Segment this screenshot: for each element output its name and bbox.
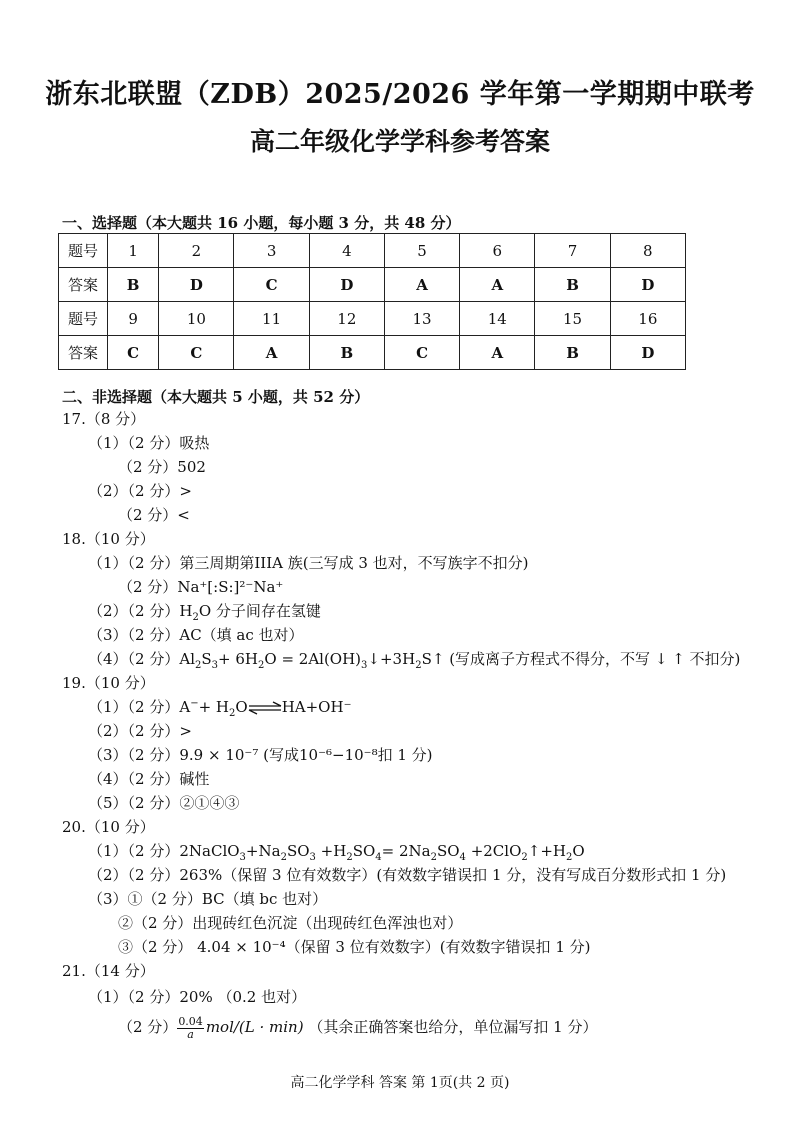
q19-answer-3 [88,745,433,765]
q18-answer-2-prefix: （2）（2 分） [88,602,180,620]
question-number: 6 [460,234,535,268]
section1-heading: 一、选择题（本大题共 16 小题，每小题 3 分，共 48 分） [62,214,461,232]
answer-cell: B [535,336,610,370]
row-label: 答案 [59,268,108,302]
q19-answer-1 [88,697,351,717]
page-subtitle: 高二年级化学学科参考答案 [249,127,550,156]
page-title: 浙东北联盟（ZDB）2025/2026 学年第一学期期中联考 [45,79,755,110]
q21-answer-1b-note: （其余正确答案也给分，单位漏写扣 1 分） [308,1018,598,1036]
q17-answer-1b: （2 分）502 [118,458,206,476]
q18-answer-1b [118,577,283,597]
answer-cell: C [384,336,459,370]
answer-cell: C [159,336,234,370]
page-footer: 高二化学学科 答案 第 1页(共 2 页) [290,1075,510,1091]
question-number: 16 [610,302,685,336]
na2s-electron-formula: Na⁺[:S:]²⁻Na⁺ [177,578,284,596]
redox-equation: $2NaClO_3+Na_2SO_3 +H_2SO_4= 2Na_2SO_4$ $+2ClO_2↑+H_2O$ [179,842,585,863]
table-row [59,234,686,268]
answer-cell: D [309,268,384,302]
answer-cell: B [535,268,610,302]
q21-answer-1b [118,1014,597,1041]
q17-title: 17.（8 分） [62,410,146,428]
q19-answer-3-prefix: （3）（2 分） [88,746,180,764]
question-number: 3 [234,234,309,268]
q17-answer-2: （2）（2 分）> [88,482,192,500]
rate-fraction [177,1016,204,1041]
q19-answer-5: （5）（2 分）②①④③ [88,794,240,812]
q18-answer-1b-prefix: （2 分） [118,578,178,596]
answer-cell: B [108,268,159,302]
answer-cell: D [610,268,685,302]
question-number: 9 [108,302,159,336]
q18-answer-4-note: (写成离子方程式不得分，不写 ↓ ↑ 不扣分) [449,650,741,668]
q20-answer-2: （2）（2 分）263%（保留 3 位有效数字）(有效数字错误扣 1 分，没有写成百分数形式扣 1 分) [88,866,727,884]
q21-answer-1: （1）（2 分）20% （0.2 也对） [88,988,307,1006]
q18-answer-1: （1）（2 分）第三周期第IIIA 族(三写成 3 也对，不写族字不扣分) [88,554,529,572]
q20-answer-1 [88,841,585,861]
section2-heading: 二、非选择题（本大题共 5 小题，共 52 分） [62,388,370,406]
q18-answer-2-text: 分子间存在氢键 [215,602,321,620]
q20-answer-3-3-prefix: ③（2 分） [118,938,193,956]
fraction-denominator: a [187,1027,194,1041]
q18-answer-2 [88,601,321,621]
answer-cell: A [460,268,535,302]
table-row [59,302,686,336]
answer-table [58,233,686,370]
rate-unit: mol/(L · min) [205,1018,304,1036]
question-number: 14 [460,302,535,336]
row-label: 题号 [59,234,108,268]
q19-answer-4: （4）（2 分）碱性 [88,770,210,788]
q19-answer-3-value: 9.9 × 10⁻⁷ [179,746,259,764]
question-number: 1 [108,234,159,268]
q18-answer-4 [88,649,740,669]
answer-cell: C [108,336,159,370]
q20-answer-3-2: ②（2 分）出现砖红色沉淀（出现砖红色浑浊也对） [118,914,463,932]
answer-cell: D [159,268,234,302]
row-label: 题号 [59,302,108,336]
answer-cell: D [610,336,685,370]
question-number: 13 [384,302,459,336]
question-number: 7 [535,234,610,268]
question-number: 10 [159,302,234,336]
q21-answer-1b-prefix: （2 分） [118,1018,178,1036]
q18-title: 18.（10 分） [62,530,155,548]
q18-answer-4-prefix: （4）（2 分） [88,650,180,668]
q21-title: 21.（14 分） [62,962,155,980]
q18-answer-3: （3）（2 分）AC（填 ac 也对） [88,626,304,644]
question-number: 12 [309,302,384,336]
table-row [59,268,686,302]
question-number: 15 [535,302,610,336]
q20-answer-3-3-note: （保留 3 位有效数字）(有效数字错误扣 1 分) [285,938,591,956]
q20-answer-3-3 [118,937,591,957]
h2o-formula: $H_2O$ [179,602,212,623]
table-row [59,336,686,370]
q20-answer-3-3-value: 4.04 × 10⁻⁴ [197,938,286,956]
q17-answer-1: （1）（2 分）吸热 [88,434,210,452]
answer-cell: A [234,336,309,370]
question-number: 8 [610,234,685,268]
question-number: 11 [234,302,309,336]
q19-answer-1-prefix: （1）（2 分） [88,698,180,716]
q19-title: 19.（10 分） [62,674,155,692]
hydrolysis-right: HA+OH⁻ [281,698,352,716]
equilibrium-arrow-icon [248,701,282,715]
q17-answer-2b: （2 分）< [118,506,190,524]
answer-cell: C [234,268,309,302]
fraction-numerator: 0.04 [178,1014,203,1028]
answer-cell: A [384,268,459,302]
question-number: 4 [309,234,384,268]
q20-answer-3-1: （3）①（2 分）BC（填 bc 也对） [88,890,328,908]
answer-cell: A [460,336,535,370]
answer-cell: B [309,336,384,370]
q19-answer-2: （2）（2 分）> [88,722,192,740]
question-number: 5 [384,234,459,268]
q19-answer-3-note: (写成10⁻⁶−10⁻⁸扣 1 分) [263,746,433,764]
al2s3-hydrolysis-equation: $Al_2S_3+ 6H_2O$ = $2Al(OH)_3↓+3H_2S↑$ [179,650,445,671]
q20-answer-1-prefix: （1）（2 分） [88,842,180,860]
row-label: 答案 [59,336,108,370]
q20-title: 20.（10 分） [62,818,155,836]
question-number: 2 [159,234,234,268]
hydrolysis-left: $A^-+ H_2O$ [179,698,248,719]
